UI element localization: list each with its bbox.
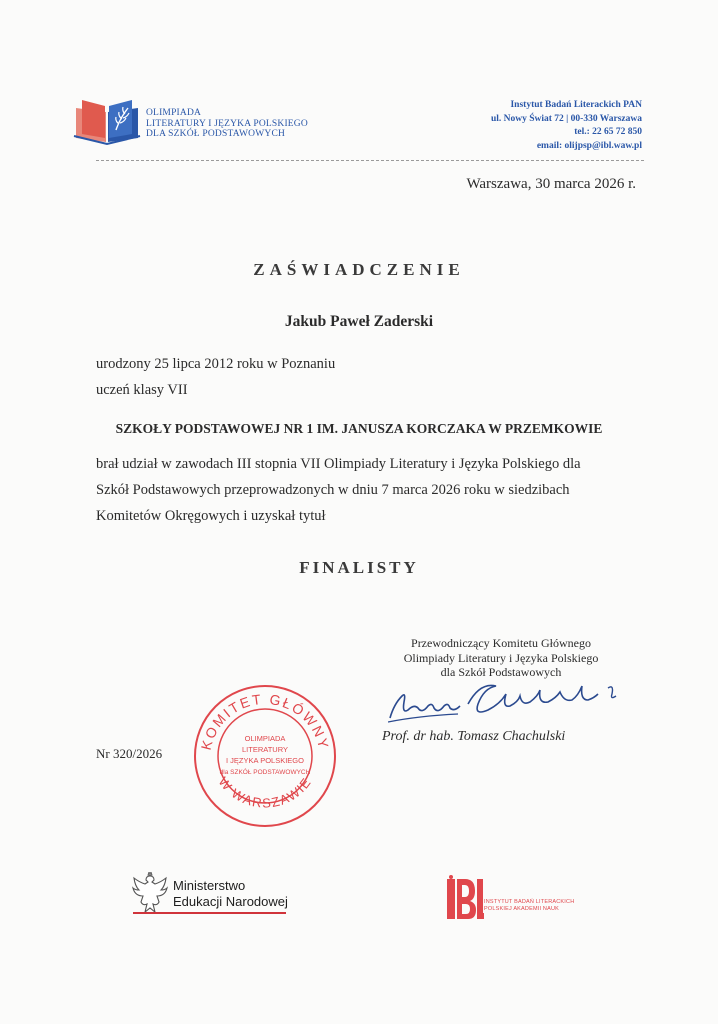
address: ul. Nowy Świat 72 | 00-330 Warszawa [490, 113, 642, 124]
birth-info: urodzony 25 lipca 2012 roku w Poznaniu [96, 356, 336, 372]
award-title: FINALISTY [299, 558, 419, 577]
stamp-inner-line: LITERATURY [242, 745, 288, 754]
chair-title [366, 636, 636, 680]
ministry-line: Edukacji Narodowej [173, 894, 288, 909]
body-line: Komitetów Okręgowych i uzyskał tytuł [96, 508, 326, 524]
document-title: ZAŚWIADCZENIE [253, 260, 465, 279]
eagle-icon [131, 872, 169, 916]
school-name: SZKOŁY PODSTAWOWEJ NR 1 IM. JANUSZA KORCZAKA W PRZEMKOWIE [115, 421, 603, 436]
stamp-top-text: KOMITET GŁÓWNY [197, 690, 333, 752]
book-logo-icon [72, 94, 142, 146]
signature [388, 674, 628, 726]
eagle-emblem [131, 872, 169, 916]
ministry-name [173, 878, 288, 910]
chair-line: dla Szkół Podstawowych [440, 665, 562, 679]
olympiad-logo [72, 94, 142, 146]
certificate-body [96, 451, 626, 529]
ministry-underline [133, 912, 286, 914]
signer-name: Prof. dr hab. Tomasz Chachulski [382, 729, 566, 744]
header-divider [96, 160, 644, 161]
email: email: olijpsp@ibl.waw.pl [536, 140, 642, 151]
stamp-inner-line: OLIMPIADA [244, 734, 286, 743]
olympiad-name [146, 108, 346, 140]
institute-name: Instytut Badań Literackich PAN [510, 100, 642, 110]
official-stamp [190, 681, 340, 831]
signature-icon [388, 674, 628, 726]
chair-line: Przewodniczący Komitetu Głównego [411, 636, 591, 650]
stamp-bottom-text: W WARSZAWIE [215, 774, 315, 811]
certificate-number: Nr 320/2026 [96, 746, 163, 761]
ministry-line: Ministerstwo [173, 878, 246, 893]
chair-line: Olimpiady Literatury i Języka Polskiego [403, 650, 599, 665]
stamp-inner-line: dla SZKÓŁ PODSTAWOWYCH [219, 769, 311, 776]
contact-block [440, 99, 642, 153]
body-line: Szkół Podstawowych przeprowadzonych w dniu 7 marca 2026 roku w siedzibach [96, 482, 570, 498]
olympiad-name-line: OLIMPIADA [146, 108, 202, 118]
ibl-logo-icon [446, 875, 484, 921]
stamp-inner-line: I JĘZYKA POLSKIEGO [226, 756, 304, 765]
phone: tel.: 22 65 72 850 [574, 127, 642, 137]
grade-info: uczeń klasy VII [96, 382, 188, 398]
ibl-line: POLSKIEJ AKADEMII NAUK [484, 906, 560, 912]
body-line: brał udział w zawodach III stopnia VII Olimpiady Literatury i Języka Polskiego dla [96, 456, 581, 472]
ibl-line: INSTYTUT BADAŃ LITERACKICH [484, 899, 575, 905]
issue-date: Warszawa, 30 marca 2026 r. [466, 176, 636, 192]
olympiad-name-line: DLA SZKÓŁ PODSTAWOWYCH [146, 129, 286, 139]
ibl-name [484, 899, 574, 913]
svg-text:W WARSZAWIE [216, 774, 315, 811]
olympiad-name-line: LITERATURY I JĘZYKA POLSKIEGO [146, 118, 308, 129]
recipient-name: Jakub Paweł Zaderski [284, 313, 434, 330]
ibl-logo [446, 875, 484, 921]
stamp-icon [190, 681, 340, 831]
